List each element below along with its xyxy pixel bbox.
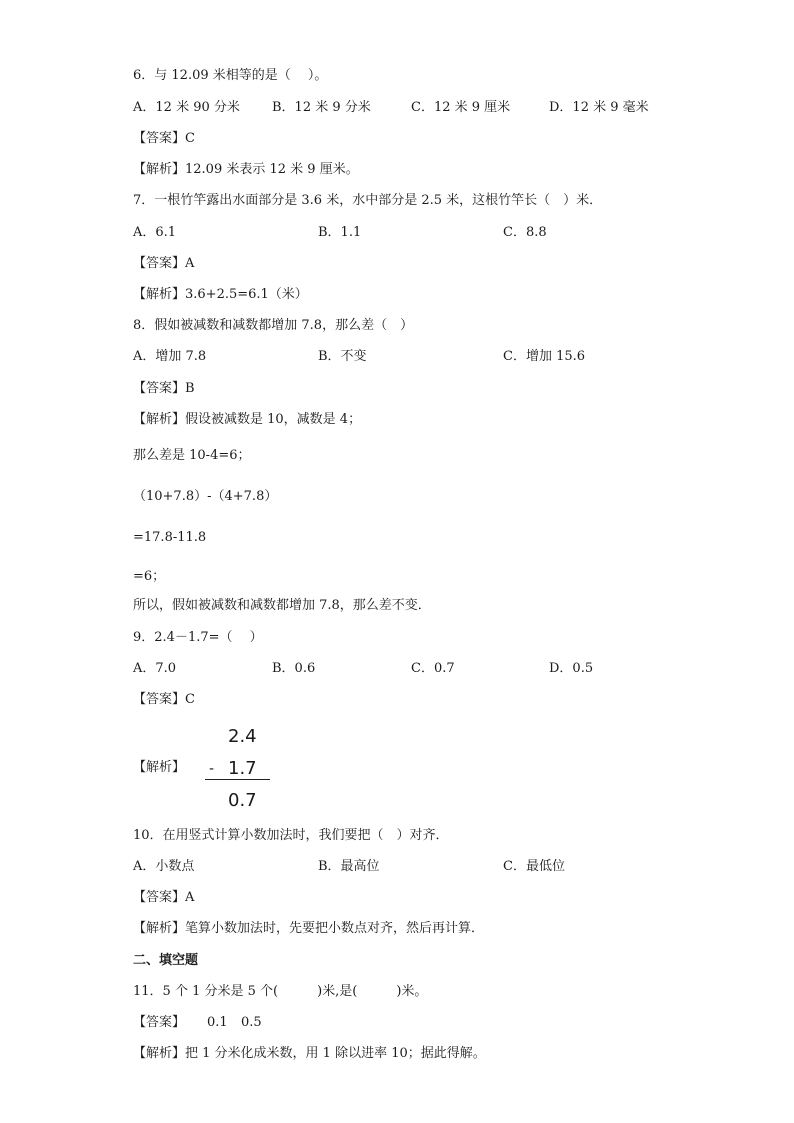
q6-option-b: B．12 米 9 分米 xyxy=(272,100,371,115)
q8-analysis: 【解析】假设被减数是 10，减数是 4； xyxy=(133,412,362,427)
q11-answer-2: 0.5 xyxy=(241,1015,262,1030)
difference: 0.7 xyxy=(228,790,257,811)
q8-step-2: （10+7.8）-（4+7.8） xyxy=(133,489,278,504)
q7-question: 7．一根竹竿露出水面部分是 3.6 米，水中部分是 2.5 米，这根竹竿长（ ）米． xyxy=(133,193,603,208)
q8-conclusion: 所以，假如被减数和减数都增加 7.8，那么差不变． xyxy=(133,598,431,613)
minus-sign: - xyxy=(209,761,215,777)
q7-analysis: 【解析】3.6+2.5=6.1（米） xyxy=(133,287,308,302)
q11-answer-label: 【答案】 xyxy=(133,1015,186,1030)
q8-option-c: C．增加 15.6 xyxy=(503,349,586,364)
minuend: 2.4 xyxy=(228,726,257,747)
q11-answer-1: 0.1 xyxy=(207,1015,228,1030)
vertical-divider-line xyxy=(205,779,270,780)
q8-step-4: =6； xyxy=(133,569,166,584)
q10-option-b: B．最高位 xyxy=(318,859,380,874)
q8-answer: 【答案】B xyxy=(133,381,195,396)
q10-answer: 【答案】A xyxy=(133,890,195,905)
q9-question: 9．2.4－1.7=（ ） xyxy=(133,630,263,645)
q9-option-b: B．0.6 xyxy=(272,661,316,676)
q7-answer: 【答案】A xyxy=(133,256,195,271)
q9-analysis-label: 【解析】 xyxy=(133,760,186,775)
q6-answer: 【答案】C xyxy=(133,131,195,146)
q10-option-a: A．小数点 xyxy=(133,859,195,874)
q7-option-a: A．6.1 xyxy=(133,225,177,240)
q11-analysis: 【解析】把 1 分米化成米数，用 1 除以进率 10；据此得解。 xyxy=(133,1046,486,1061)
q7-option-b: B．1.1 xyxy=(318,225,362,240)
q6-question: 6．与 12.09 米相等的是（ ）。 xyxy=(133,68,328,83)
section-title: 二、填空题 xyxy=(133,953,199,968)
q11-question: 11．5 个 1 分米是 5 个( )米,是( )米。 xyxy=(133,984,428,999)
q8-question: 8．假如被减数和减数都增加 7.8，那么差（ ） xyxy=(133,318,414,333)
q10-option-c: C．最低位 xyxy=(503,859,565,874)
q6-option-c: C．12 米 9 厘米 xyxy=(411,100,511,115)
q10-analysis: 【解析】笔算小数加法时，先要把小数点对齐，然后再计算． xyxy=(133,921,485,936)
q7-option-c: C．8.8 xyxy=(503,225,547,240)
q9-option-a: A．7.0 xyxy=(133,661,177,676)
q10-question: 10．在用竖式计算小数加法时，我们要把（ ）对齐． xyxy=(133,828,449,843)
q6-analysis: 【解析】12.09 米表示 12 米 9 厘米。 xyxy=(133,162,359,177)
q9-option-c: C．0.7 xyxy=(411,661,455,676)
q8-step-1: 那么差是 10-4=6； xyxy=(133,448,251,463)
q9-answer: 【答案】C xyxy=(133,692,195,707)
q8-step-3: =17.8-11.8 xyxy=(133,530,207,545)
q9-option-d: D．0.5 xyxy=(549,661,594,676)
q8-option-a: A．增加 7.8 xyxy=(133,349,207,364)
q8-option-b: B．不变 xyxy=(318,349,367,364)
subtrahend: 1.7 xyxy=(228,758,257,779)
q6-option-d: D．12 米 9 毫米 xyxy=(549,100,649,115)
q6-option-a: A．12 米 90 分米 xyxy=(133,100,240,115)
